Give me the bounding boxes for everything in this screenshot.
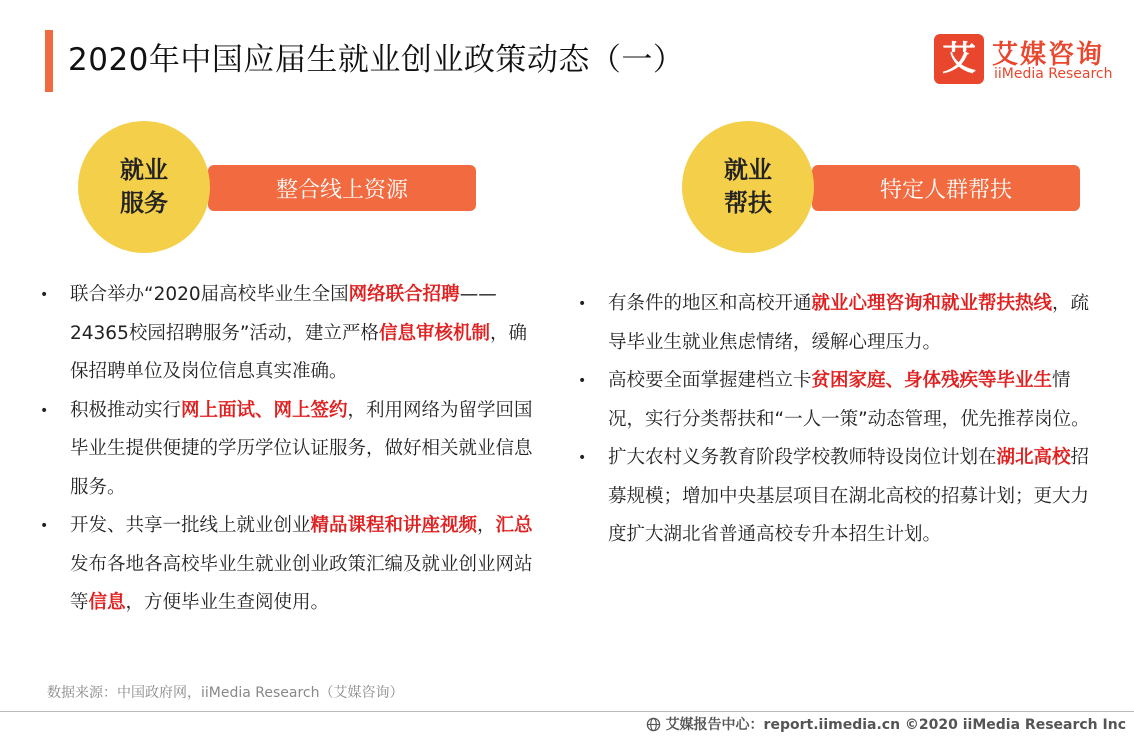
bullet-dot: • xyxy=(40,518,49,534)
highlight-text: 网上面试、网上签约 xyxy=(181,399,348,421)
bullet-text: 积极推动实行 xyxy=(70,399,182,421)
page-title: 2020年中国应届生就业创业政策动态（一） xyxy=(68,42,685,78)
globe-icon xyxy=(646,717,661,732)
highlight-text: 湖北高校 xyxy=(996,447,1071,468)
left-circle-line1: 就业 xyxy=(120,156,168,184)
highlight-text: 信息 xyxy=(88,592,126,613)
bullet-text: 有条件的地区和高校开通 xyxy=(608,293,812,314)
bullet-dot: • xyxy=(578,450,587,466)
left-bullet-list xyxy=(40,276,545,623)
logo-en-text: iiMedia Research xyxy=(994,66,1113,82)
footer xyxy=(646,714,1126,734)
bullet-item xyxy=(578,439,1106,555)
right-circle-line2: 帮扶 xyxy=(724,189,772,217)
right-bullet-list xyxy=(578,285,1106,555)
bullet-text: ，确保招聘单位及岗位信息真实准确。 xyxy=(70,322,527,382)
bullet-text: ，疏导毕业生就业焦虑情绪，缓解心理压力。 xyxy=(608,293,1090,353)
bullet-text: ，方便毕业生查阅使用。 xyxy=(125,592,330,613)
brand-logo xyxy=(934,34,1124,86)
footer-text: 艾媒报告中心：report.iimedia.cn ©2020 iiMedia Research Inc xyxy=(665,717,1126,733)
highlight-text: 贫困家庭、身体残疾等毕业生 xyxy=(811,370,1053,391)
highlight-text: 就业心理咨询和就业帮扶热线 xyxy=(811,293,1053,314)
bullet-item xyxy=(578,285,1106,362)
bullet-text: 招募规模；增加中央基层项目在湖北高校的招募计划；更大力度扩大湖北省普通高校专升本招生计划。 xyxy=(608,447,1090,545)
bullet-item xyxy=(40,507,545,623)
highlight-text: 网络联合招聘 xyxy=(348,284,460,305)
right-topic-pill: 特定人群帮扶 xyxy=(812,165,1080,211)
right-circle-line1: 就业 xyxy=(724,156,772,184)
bullet-dot: • xyxy=(40,287,49,303)
bullet-text: 联合举办“2020届高校毕业生全国 xyxy=(70,284,349,305)
bullet-dot: • xyxy=(578,296,587,312)
bullet-text: 高校要全面掌握建档立卡 xyxy=(608,370,812,391)
highlight-text: 汇总 xyxy=(495,515,533,536)
right-category-circle xyxy=(682,121,814,253)
highlight-text: 信息审核机制 xyxy=(378,322,490,344)
left-category-circle xyxy=(78,121,210,253)
bullet-text: ——24365校园招聘服务”活动，建立严格 xyxy=(70,284,497,344)
left-circle-line2: 服务 xyxy=(120,189,168,217)
left-topic-pill: 整合线上资源 xyxy=(208,165,476,211)
bullet-dot: • xyxy=(40,402,49,419)
data-source: 数据来源：中国政府网，iiMedia Research（艾媒咨询） xyxy=(47,685,404,701)
bullet-text: 情况，实行分类帮扶和“一人一策”动态管理，优先推荐岗位。 xyxy=(608,370,1090,430)
bullet-item xyxy=(40,392,545,508)
bullet-text: ， xyxy=(477,515,496,536)
bullet-dot: • xyxy=(578,373,587,389)
bullet-text: 发布各地各高校毕业生就业创业政策汇编及就业创业网站等 xyxy=(70,553,533,613)
highlight-text: 精品课程和讲座视频 xyxy=(310,515,478,536)
title-accent-bar xyxy=(45,30,53,92)
bullet-text: 开发、共享一批线上就业创业 xyxy=(70,515,311,536)
bullet-text: 扩大农村义务教育阶段学校教师特设岗位计划在 xyxy=(608,447,997,468)
logo-mark: 艾 xyxy=(934,34,984,84)
bullet-item xyxy=(578,362,1106,439)
logo-cn-text: 艾媒咨询 xyxy=(992,40,1105,70)
bullet-text: ，利用网络为留学回国毕业生提供便捷的学历学位认证服务，做好相关就业信息服务。 xyxy=(70,399,533,498)
footer-divider xyxy=(0,711,1134,712)
bullet-item xyxy=(40,276,545,392)
